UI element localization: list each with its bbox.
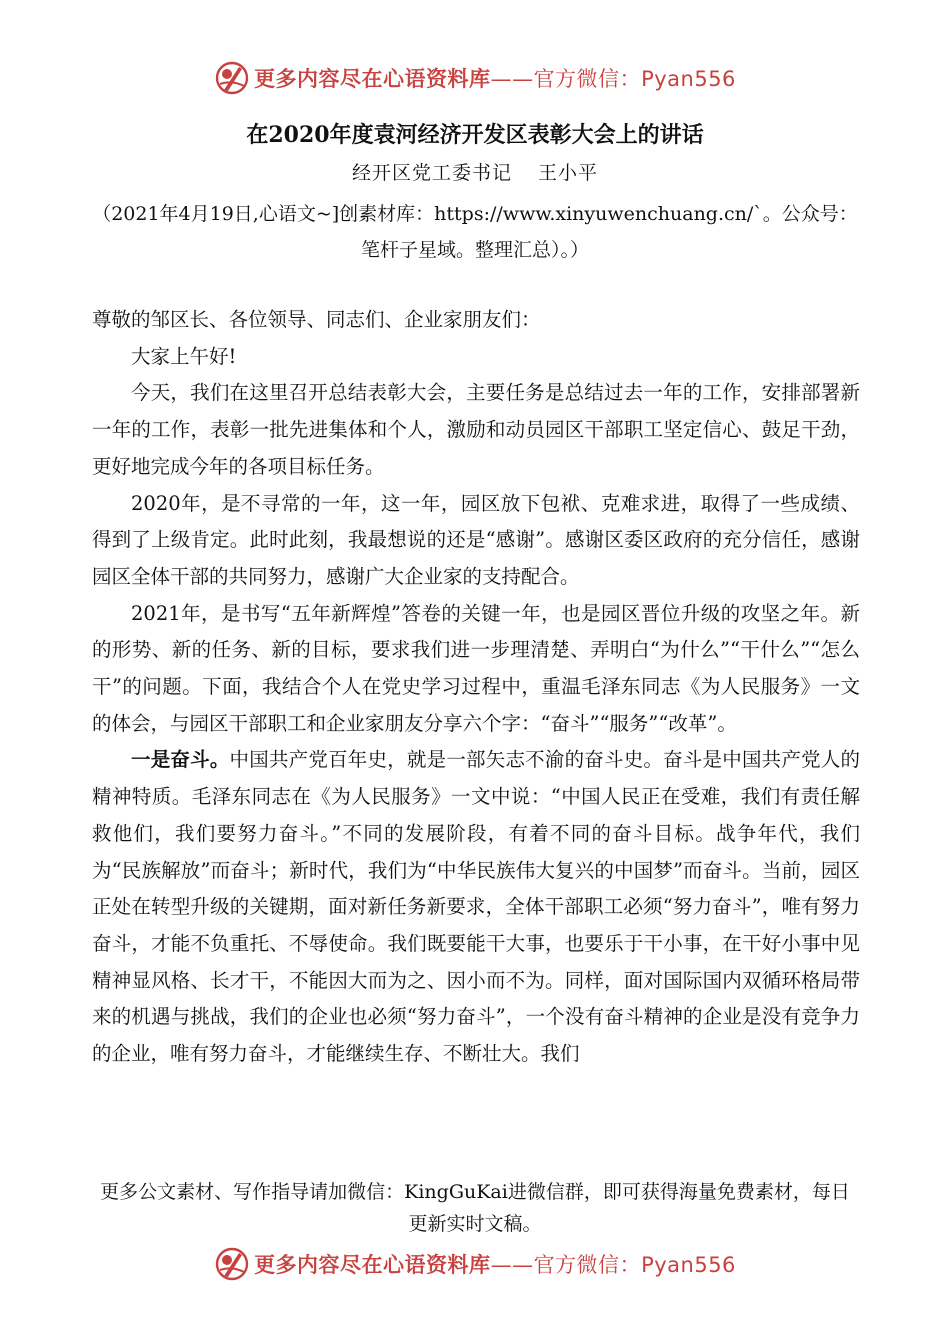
- banner-wechat-id: Pyan556: [641, 67, 736, 91]
- banner-dash: ——: [490, 67, 534, 91]
- brand-logo-icon: [214, 1246, 250, 1282]
- document-body: [92, 302, 860, 1073]
- paragraph-4-lead: 一是奋斗。: [131, 748, 230, 772]
- document-author: [0, 158, 950, 185]
- banner-text: [254, 63, 736, 93]
- banner-dash: ——: [490, 1253, 534, 1277]
- salutation: 尊敬的邹区长、各位领导、同志们、企业家朋友们：: [92, 308, 541, 331]
- banner-wechat-label: 官方微信：: [533, 1253, 642, 1277]
- document-title: 在2020年度袁河经济开发区表彰大会上的讲话: [246, 122, 704, 148]
- greeting: 大家上午好!: [131, 344, 237, 368]
- banner-text: [254, 1249, 736, 1279]
- footer-note: 更多公文素材、写作指导请加微信：KingGuKai进微信群，即可获得海量免费素材，每日更新实时文稿。: [100, 1181, 850, 1235]
- paragraph-4: [92, 742, 860, 1072]
- banner-main: 更多内容尽在心语资料库: [254, 67, 491, 91]
- paragraph-1: 今天，我们在这里召开总结表彰大会，主要任务是总结过去一年的工作，安排部署新一年的工作，表彰一批先进集体和个人，激励和动员园区干部职工坚定信心、鼓足干劲，更好地完成今年的各项目标任务。: [92, 381, 860, 478]
- banner-wechat-label: 官方微信：: [533, 67, 642, 91]
- paragraph-2: 2020年，是不寻常的一年，这一年，园区放下包袱、克难求进，取得了一些成绩、得到了上级肯定。此时此刻，我最想说的还是“感谢”。感谢区委区政府的充分信任，感谢园区全体干部的共同努力，感谢广大企业家的支持配合。: [92, 491, 860, 588]
- footer-banner: [0, 1244, 950, 1284]
- author-role: 经开区党工委书记: [351, 162, 512, 184]
- banner-wechat-id: Pyan556: [641, 1253, 736, 1277]
- source-note: （2021年4月19日,心语文~]创素材库：https://www.xinyuwenchuang.cn/`。公众号：笔杆子星域。整理汇总）。）: [92, 203, 858, 261]
- paragraph-4-text: 中国共产党百年史，就是一部矢志不渝的奋斗史。奋斗是中国共产党人的精神特质。毛泽东同志在《为人民服务》一文中说：“中国人民正在受难，我们有责任解救他们，我们要努力奋斗。”不同的发展阶段，有着不同的奋斗目标。战争年代，我们为“民族解放”而奋斗；新时代，我们为“中华民族伟大复兴的中国梦”而奋斗。当前，园区正处在转型升级的关键期，面对新任务新要求，全体干部职工必须“努力奋斗”，唯有努力奋斗，才能不负重托、不辱使命。我们既要能干大事，也要乐于干小事，在干好小事中见精神显风格、长才干，不能因大而为之、因小而不为。同样，面对国际国内双循环格局带来的机遇与挑战，我们的企业也必须“努力奋斗”，一个没有奋斗精神的企业是没有竞争力的企业，唯有努力奋斗，才能继续生存、不断壮大。我们: [92, 748, 860, 1066]
- author-name: 王小平: [538, 162, 599, 184]
- paragraph-3: 2021年，是书写“五年新辉煌”答卷的关键一年，也是园区晋位升级的攻坚之年。新的形势、新的任务、新的目标，要求我们进一步理清楚、弄明白“为什么”“干什么”“怎么干”的问题。下面，我结合个人在党史学习过程中，重温毛泽东同志《为人民服务》一文的体会，与园区干部职工和企业家朋友分享六个字：“奋斗”“服务”“改革”。: [92, 601, 860, 735]
- header-banner: [0, 58, 950, 98]
- brand-logo-icon: [214, 60, 250, 96]
- banner-main: 更多内容尽在心语资料库: [254, 1253, 491, 1277]
